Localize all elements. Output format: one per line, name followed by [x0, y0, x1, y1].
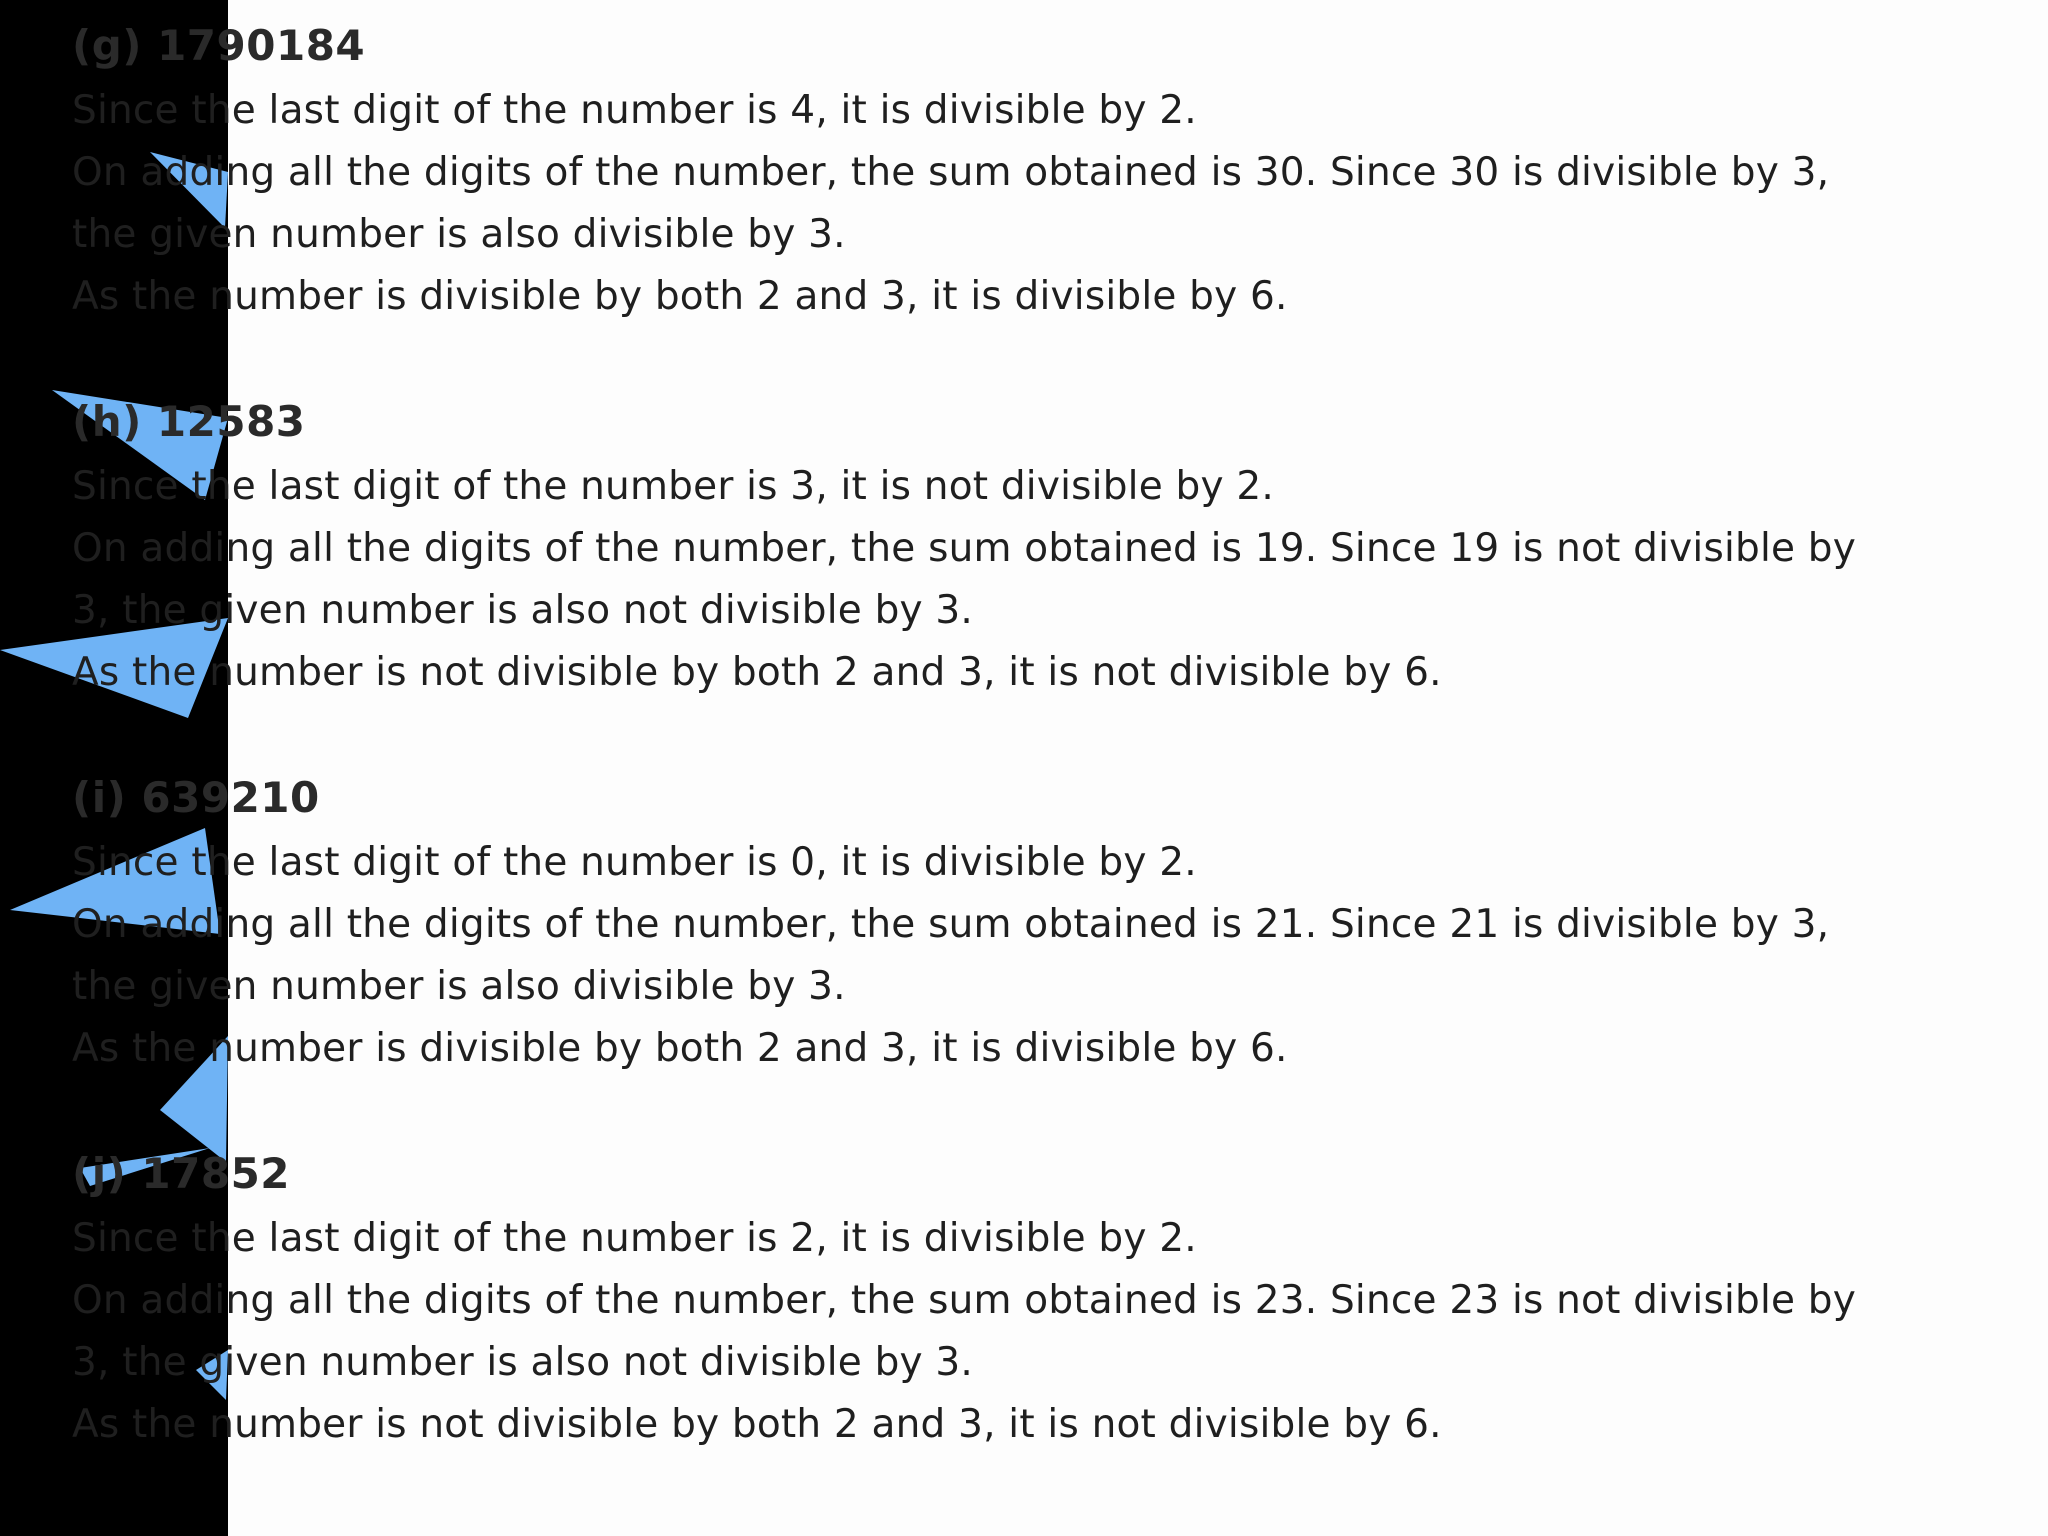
- solution-line: As the number is not divisible by both 2 and 3, it is not divisible by 6.: [72, 650, 1442, 695]
- solution-j: [72, 1146, 2032, 1456]
- solution-line: Since the last digit of the number is 4, it is divisible by 2.: [72, 88, 1197, 133]
- solution-i: [72, 770, 2032, 1080]
- solution-heading: (j) 17852: [72, 1149, 291, 1198]
- solution-line: On adding all the digits of the number, the sum obtained is 19. Since 19 is not divisible by: [72, 526, 1857, 571]
- solution-line: As the number is not divisible by both 2 and 3, it is not divisible by 6.: [72, 1402, 1442, 1447]
- solution-line: On adding all the digits of the number, the sum obtained is 23. Since 23 is not divisible by: [72, 1278, 1857, 1323]
- solution-line: As the number is divisible by both 2 and 3, it is divisible by 6.: [72, 274, 1288, 319]
- solution-line: On adding all the digits of the number, the sum obtained is 30. Since 30 is divisible by 3,: [72, 150, 1830, 195]
- solution-h: [72, 394, 2032, 704]
- solution-heading: (h) 12583: [72, 397, 306, 446]
- solution-line: On adding all the digits of the number, the sum obtained is 21. Since 21 is divisible by 3,: [72, 902, 1830, 947]
- solution-line: 3, the given number is also not divisible by 3.: [72, 1340, 974, 1385]
- solution-line: the given number is also divisible by 3.: [72, 212, 846, 257]
- solution-line: the given number is also divisible by 3.: [72, 964, 846, 1009]
- solution-line: Since the last digit of the number is 0, it is divisible by 2.: [72, 840, 1197, 885]
- solution-line: Since the last digit of the number is 2, it is divisible by 2.: [72, 1216, 1197, 1261]
- solution-heading: (i) 639210: [72, 773, 320, 822]
- solution-line: Since the last digit of the number is 3, it is not divisible by 2.: [72, 464, 1274, 509]
- solutions-content: [72, 18, 2032, 1522]
- solution-line: As the number is divisible by both 2 and 3, it is divisible by 6.: [72, 1026, 1288, 1071]
- solution-heading: (g) 1790184: [72, 21, 366, 70]
- solution-line: 3, the given number is also not divisible by 3.: [72, 588, 974, 633]
- solution-g: [72, 18, 2032, 328]
